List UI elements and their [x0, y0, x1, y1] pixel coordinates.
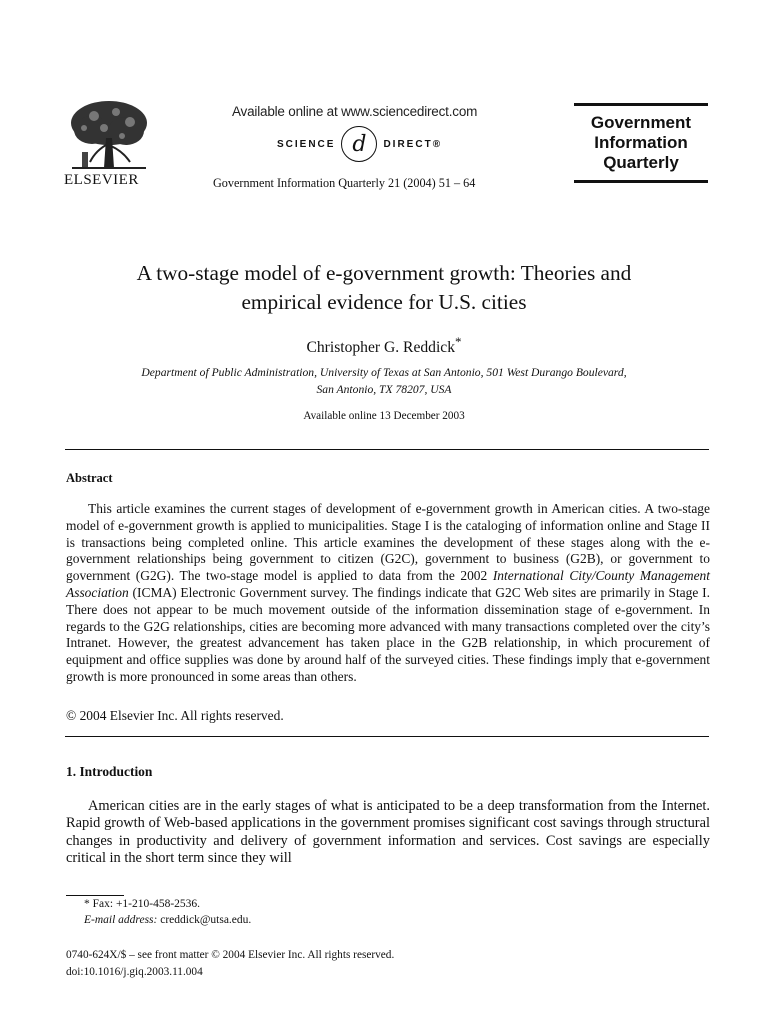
journal-logo-line: Government — [590, 113, 692, 132]
author-name — [40, 334, 728, 357]
affiliation-line: Department of Public Administration, University of Texas at San Antonio, 501 West Durango Boulevard, — [141, 366, 627, 379]
author-footnote-mark[interactable]: * — [455, 334, 462, 349]
affiliation-line: San Antonio, TX 78207, USA — [316, 383, 452, 396]
abstract-heading: Abstract — [66, 471, 113, 485]
journal-logo-line: Quarterly — [603, 153, 679, 172]
email-label: E-mail address: — [84, 914, 158, 926]
footnote-email — [84, 914, 251, 926]
email-link[interactable]: creddick@utsa.edu. — [157, 914, 252, 926]
doi-link[interactable]: doi:10.1016/j.giq.2003.11.004 — [66, 966, 203, 978]
available-online-date: Available online 13 December 2003 — [303, 410, 465, 422]
title-line: A two-stage model of e-government growth: Theories and — [136, 261, 632, 285]
sciencedirect-logo — [277, 126, 442, 162]
author-text: Christopher G. Reddick — [306, 339, 456, 357]
available-online-banner: Available online at www.sciencedirect.com — [232, 104, 478, 119]
abstract-copyright: © 2004 Elsevier Inc. All rights reserved. — [66, 708, 284, 723]
sd-d-mark-icon: d — [341, 126, 377, 162]
abstract-body: This article examines the current stages of development of e-government growth in American cities. A two-stage model of e-government growth is applied to municipalities. Stage I is the cataloging of information online and Stage II is transactions being completed online. This article examines the development of these stages along with the e-government relationships being government to citizen (G2C), government to business (G2B), or government to government (G2G). The two-stage model is applied to data from the 2002 International City/County Management Association (ICMA) Electronic Government survey. The findings indicate that G2C Web sites are primarily in Stage I. There does not appear to be much movement outside of the information dissemination stage of e-government. In regards to the G2G relationships, cities are becoming more advanced with many transactions completed over the city’s Intranet. However, the greatest advancement has taken place in the G2B relationship, in which procurement of equipment and office supplies was done by around half of the surveyed cities. These findings imply that e-government growth is more pronounced in some areas than others. — [66, 501, 710, 684]
footnote-fax: * Fax: +1-210-458-2536. — [84, 898, 201, 910]
footnote-rule — [66, 895, 124, 896]
sd-direct-text: DIRECT® — [383, 138, 443, 150]
publisher-name: ELSEVIER — [64, 172, 139, 188]
abstract-italic-term: International City/County Management Association — [66, 568, 710, 600]
article-title — [40, 259, 728, 317]
sd-science-text: SCIENCE — [277, 138, 336, 150]
section-heading: 1. Introduction — [66, 764, 153, 779]
author-affiliation — [40, 364, 728, 398]
divider — [65, 736, 709, 737]
introduction-body: American cities are in the early stages of what is anticipated to be a deep transformation from the Internet. Rapid growth of Web-based applications in the government promises significant cost savings through structural changes in productivity and delivery of government information and services. Cost savings are especially critical in the short term since they will — [66, 798, 710, 867]
journal-logo-line: Information — [594, 133, 688, 152]
divider — [65, 449, 709, 450]
journal-logo — [574, 103, 708, 183]
title-line: empirical evidence for U.S. cities — [241, 290, 527, 314]
journal-citation: Government Information Quarterly 21 (2004) 51 – 64 — [213, 176, 476, 190]
front-matter-line: 0740-624X/$ – see front matter © 2004 Elsevier Inc. All rights reserved. — [66, 949, 395, 961]
